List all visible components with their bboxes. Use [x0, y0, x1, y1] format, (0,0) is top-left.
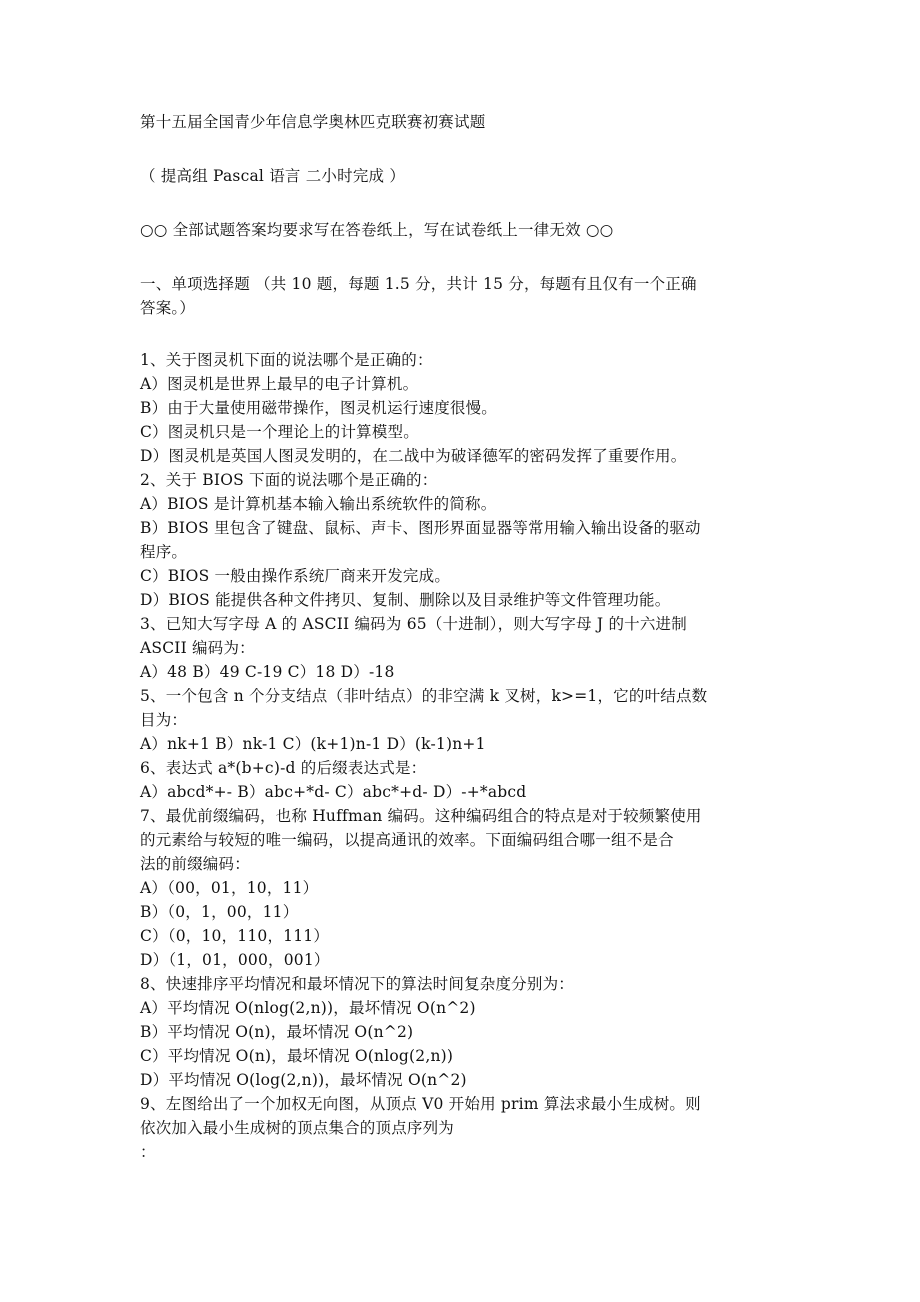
- q2-stem: 2、关于 BIOS 下面的说法哪个是正确的：: [140, 471, 438, 489]
- q3-stem-line1: 3、已知大写字母 A 的 ASCII 编码为 65（十进制），则大写字母 J 的十六进制: [140, 615, 687, 633]
- exam-text: [140, 110, 790, 1164]
- q5-stem-line1: 5、一个包含 n 个分支结点（非叶结点）的非空满 k 叉树，k>=1，它的叶结点数: [140, 687, 708, 705]
- q3-options: A）48 B）49 C-19 C）18 D）-18: [140, 663, 395, 681]
- q5-stem-line2: 目为：: [140, 711, 188, 729]
- exam-subtitle: （ 提高组 Pascal 语言 二小时完成 ）: [140, 167, 406, 185]
- q7-stem-line3: 法的前缀编码：: [140, 855, 250, 873]
- q8-option-a: A）平均情况 O(nlog(2,n))，最坏情况 O(n^2): [140, 999, 476, 1017]
- q2-option-b-line1: B）BIOS 里包含了键盘、鼠标、声卡、图形界面显器等常用输入输出设备的驱动: [140, 519, 701, 537]
- q1-stem: 1、关于图灵机下面的说法哪个是正确的：: [140, 351, 433, 369]
- q7-option-d: D）（1，01，000，001）: [140, 951, 330, 969]
- q9-stem-line1: 9、左图给出了一个加权无向图，从顶点 V0 开始用 prim 算法求最小生成树。则: [140, 1095, 701, 1113]
- q5-options: A）nk+1 B）nk-1 C）(k+1)n-1 D）(k-1)n+1: [140, 735, 486, 753]
- exam-notice: ○○ 全部试题答案均要求写在答卷纸上，写在试卷纸上一律无效 ○○: [140, 221, 614, 239]
- section-heading-line2: 答案。）: [140, 299, 196, 317]
- q7-option-b: B）（0，1，00，11）: [140, 903, 299, 921]
- q6-options: A）abcd*+- B）abc+*d- C）abc*+d- D）-+*abcd: [140, 783, 527, 801]
- q2-option-b-line2: 程序。: [140, 543, 188, 561]
- q1-option-b: B）由于大量使用磁带操作，图灵机运行速度很慢。: [140, 399, 497, 417]
- q7-option-c: C）（0，10，110，111）: [140, 927, 330, 945]
- q1-option-c: C）图灵机只是一个理论上的计算模型。: [140, 423, 419, 441]
- q1-option-a: A）图灵机是世界上最早的电子计算机。: [140, 375, 419, 393]
- q2-option-c: C）BIOS 一般由操作系统厂商来开发完成。: [140, 567, 451, 585]
- q7-stem-line2: 的元素给与较短的唯一编码，以提高通讯的效率。下面编码组合哪一组不是合: [140, 831, 674, 849]
- q3-stem-line2: ASCII 编码为：: [140, 639, 255, 657]
- exam-title: 第十五届全国青少年信息学奥林匹克联赛初赛试题: [140, 113, 486, 131]
- q6-stem: 6、表达式 a*(b+c)-d 的后缀表达式是：: [140, 759, 427, 777]
- q8-option-b: B）平均情况 O(n)，最坏情况 O(n^2): [140, 1023, 414, 1041]
- q8-stem: 8、快速排序平均情况和最坏情况下的算法时间复杂度分别为：: [140, 975, 574, 993]
- q8-option-d: D）平均情况 O(log(2,n))，最坏情况 O(n^2): [140, 1071, 467, 1089]
- q9-stem-line3: ：: [140, 1143, 156, 1161]
- section-heading-line1: 一、单项选择题 （共 10 题，每题 1.5 分，共计 15 分，每题有且仅有一个正确: [140, 275, 697, 293]
- q8-option-c: C）平均情况 O(n)，最坏情况 O(nlog(2,n)): [140, 1047, 454, 1065]
- q2-option-d: D）BIOS 能提供各种文件拷贝、复制、删除以及目录维护等文件管理功能。: [140, 591, 671, 609]
- q7-option-a: A）（00，01，10，11）: [140, 879, 319, 897]
- q9-stem-line2: 依次加入最小生成树的顶点集合的顶点序列为: [140, 1119, 455, 1137]
- q2-option-a: A）BIOS 是计算机基本输入输出系统软件的简称。: [140, 495, 497, 513]
- q7-stem-line1: 7、最优前缀编码，也称 Huffman 编码。这种编码组合的特点是对于较频繁使用: [140, 807, 702, 825]
- q1-option-d: D）图灵机是英国人图灵发明的，在二战中为破译德军的密码发挥了重要作用。: [140, 447, 687, 465]
